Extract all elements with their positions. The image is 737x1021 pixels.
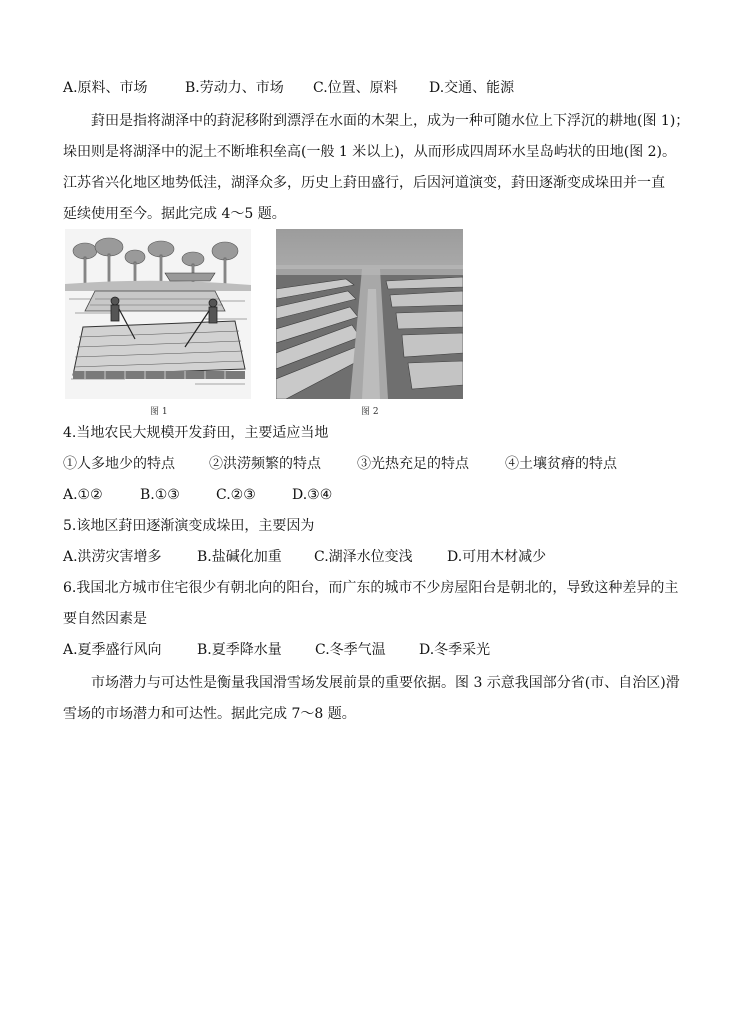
q6-stem-line-1: 6.我国北方城市住宅很少有朝北向的阳台，而广东的城市不少房屋阳台是朝北的，导致这种差异的主	[63, 580, 679, 596]
q6-stem-line-2: 要自然因素是	[63, 611, 147, 627]
passage2-line-2: 雪场的市场潜力和可达性。据此完成 7～8 题。	[63, 706, 356, 722]
passage1-line-4: 延续使用至今。据此完成 4～5 题。	[63, 206, 286, 222]
passage1-line-1: 葑田是指将湖泽中的葑泥移附到漂浮在水面的木架上，成为一种可随水位上下浮沉的耕地(图 1)；	[91, 113, 690, 129]
q4-item-3: ③光热充足的特点	[357, 456, 469, 472]
q3-option-d: D.交通、能源	[429, 80, 515, 96]
passage1-line-2: 垛田则是将湖泽中的泥土不断堆积垒高(一般 1 米以上)，从而形成四周环水呈岛屿状的田地(图 2)。	[63, 144, 677, 160]
figure-1-floating-field-illustration	[65, 229, 251, 399]
q5-stem: 5.该地区葑田逐渐演变成垛田，主要因为	[63, 518, 315, 534]
figure-2-caption: 图 2	[361, 407, 379, 417]
q6-options	[63, 642, 490, 658]
q4-item-2: ②洪涝频繁的特点	[209, 456, 321, 472]
q4-item-4: ④土壤贫瘠的特点	[505, 456, 617, 472]
q4-option-a: A.①②	[63, 487, 103, 503]
q4-items	[63, 456, 617, 472]
q6-option-b: B.夏季降水量	[197, 642, 282, 658]
q3-option-c: C.位置、原料	[313, 80, 398, 96]
q5-option-c: C.湖泽水位变浅	[314, 549, 413, 565]
q6-option-c: C.冬季气温	[315, 642, 386, 658]
q5-options	[63, 549, 546, 565]
passage1-line-3: 江苏省兴化地区地势低洼，湖泽众多，历史上葑田盛行，后因河道演变，葑田逐渐变成垛田并一直	[63, 175, 665, 191]
figure-1-caption: 图 1	[150, 407, 168, 417]
figure-2-aerial-field-photo	[276, 229, 463, 399]
passage2-line-1: 市场潜力与可达性是衡量我国滑雪场发展前景的重要依据。图 3 示意我国部分省(市、自治区)滑	[91, 675, 680, 691]
q3-options	[63, 80, 514, 96]
q6-option-d: D.冬季采光	[419, 642, 491, 658]
q4-option-c: C.②③	[216, 487, 256, 503]
q4-options	[63, 487, 332, 503]
q4-item-1: ①人多地少的特点	[63, 456, 175, 472]
q5-option-d: D.可用木材减少	[447, 549, 547, 565]
q6-option-a: A.夏季盛行风向	[63, 642, 162, 658]
q4-stem: 4.当地农民大规模开发葑田，主要适应当地	[63, 425, 329, 441]
q5-option-b: B.盐碱化加重	[197, 549, 282, 565]
q3-option-b: B.劳动力、市场	[185, 80, 284, 96]
q3-option-a: A.原料、市场	[63, 80, 148, 96]
q4-option-b: B.①③	[140, 487, 180, 503]
q4-option-d: D.③④	[292, 487, 333, 503]
q5-option-a: A.洪涝灾害增多	[63, 549, 162, 565]
